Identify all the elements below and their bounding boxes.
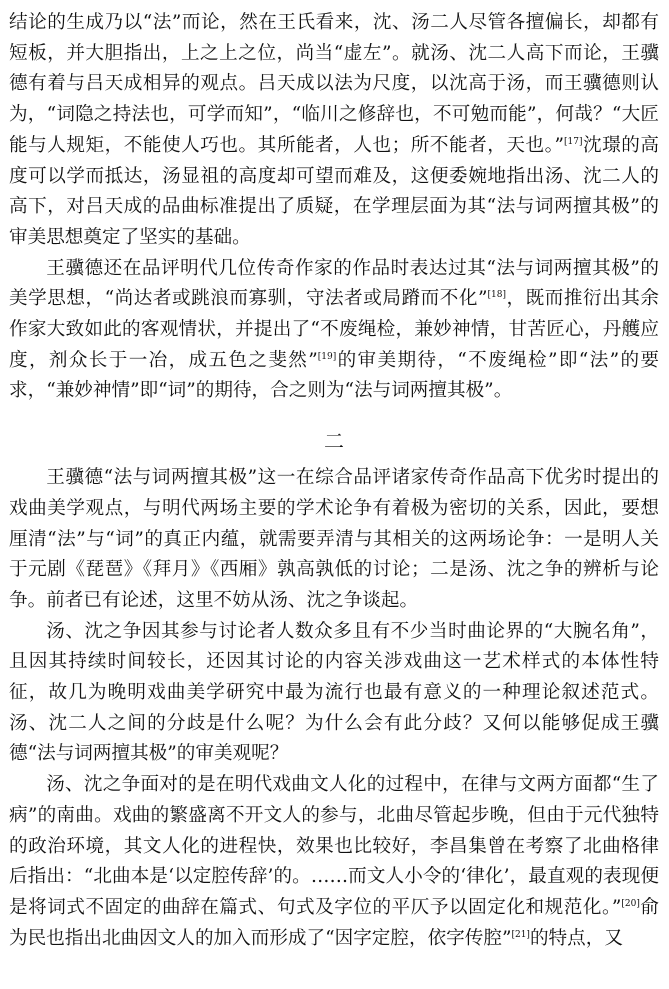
text-run: 结论的生成乃以“法”而论，然在王氏看来，沈、汤二人尽管各擅偏长，却都有短板，并大胆指出，上之上之位，尚当“虚左”。就汤、沈二人高下而论，王骥德有着与吕天成相异的观点。吕天成以法为尺度，以沈高于汤，而王骥德则认为，“词隐之持法也，可学而知”，“临川之修辞也，不可勉而能”，何哉？“大匠能与人规矩，不能使人巧也。其所能者，人也；所不能者，天也。”: [9, 12, 659, 156]
paragraph: [9, 8, 659, 254]
text-run: 的特点，又: [529, 927, 623, 949]
paragraph: [9, 254, 659, 408]
text-run: 王骥德“法与词两擅其极”这一在综合品评诸家传奇作品高下优劣时提出的戏曲美学观点，与明代两场主要的学术论争有着极为密切的关系，因此，要想厘清“法”与“词”的真正内蕴，就需要弄清与其相关的这两场论争：一是明人关于元剧《琵琶》《拜月》《西厢》孰高孰低的讨论；二是汤、沈之争的辨析与论争。前者已有论述，这里不妨从汤、沈之争谈起。: [9, 467, 659, 611]
footnote-reference: [20]: [621, 898, 640, 909]
text-run: 沈璟的高度可以学而抵达，汤显祖的高度却可望而难及，这便委婉地指出汤、沈二人的高下，对吕天成的品曲标准提出了质疑，在学理层面为其“法与词两擅其极”的审美思想奠定了坚实的基础。: [9, 134, 659, 248]
text-run: 汤、沈之争面对的是在明代戏曲文人化的过程中，在律与文两方面都“生了病”的南曲。戏曲的繁盛离不开文人的参与，北曲尽管起步晚，但由于元代独特的政治环境，其文人化的进程快，效果也比较好，李昌集曾在考察了北曲格律后指出：“北曲本是‘以定腔传辞’的。……而文人小令的‘律化’，最直观的表现便是将词式不固定的曲辞在篇式、句式及字位的平仄予以固定化和规范化。”: [9, 774, 659, 918]
text-run: 的审美期待，“不废绳检”即“法”的要求，“兼妙神情”即“词”的期待，合之则为“法与词两擅其极”。: [9, 349, 659, 402]
footnote-reference: [18]: [487, 290, 506, 301]
text-run: 俞为民也指出北曲因文人的加入而形成了“因字定腔，依字传腔”: [9, 896, 659, 949]
footnote-reference: [19]: [317, 351, 337, 362]
footnote-reference: [17]: [563, 136, 583, 147]
section-number: 二: [324, 429, 344, 454]
text-run: 王骥德还在品评明代几位传奇作家的作品时表达过其“法与词两擅其极”的美学思想，“尚达者或跳浪而寡驯，守法者或局蹐而不化”: [9, 257, 659, 310]
text-run: ，既而推衍出其余作家大致如此的客观情状，并提出了“不废绳检，兼妙神情，甘苦匠心，丹艧应度，剂众长于一冶，成五色之斐然”: [9, 288, 659, 371]
text-block-lower: [9, 463, 659, 954]
paragraph: [9, 770, 659, 954]
text-block-upper: [9, 8, 659, 407]
paragraph: [9, 463, 659, 617]
paragraph: [9, 617, 659, 771]
text-run: 汤、沈之争因其参与讨论者人数众多且有不少当时曲论界的“大腕名角”，且因其持续时间较长，还因其讨论的内容关涉戏曲这一艺术样式的本体性特征，故几为晚明戏曲美学研究中最为流行也最有意义的一种理论叙述范式。汤、沈二人之间的分歧是什么呢？为什么会有此分歧？又何以能够促成王骥德“法与词两擅其极”的审美观呢？: [9, 620, 659, 765]
footnote-reference: [21]: [511, 929, 530, 940]
